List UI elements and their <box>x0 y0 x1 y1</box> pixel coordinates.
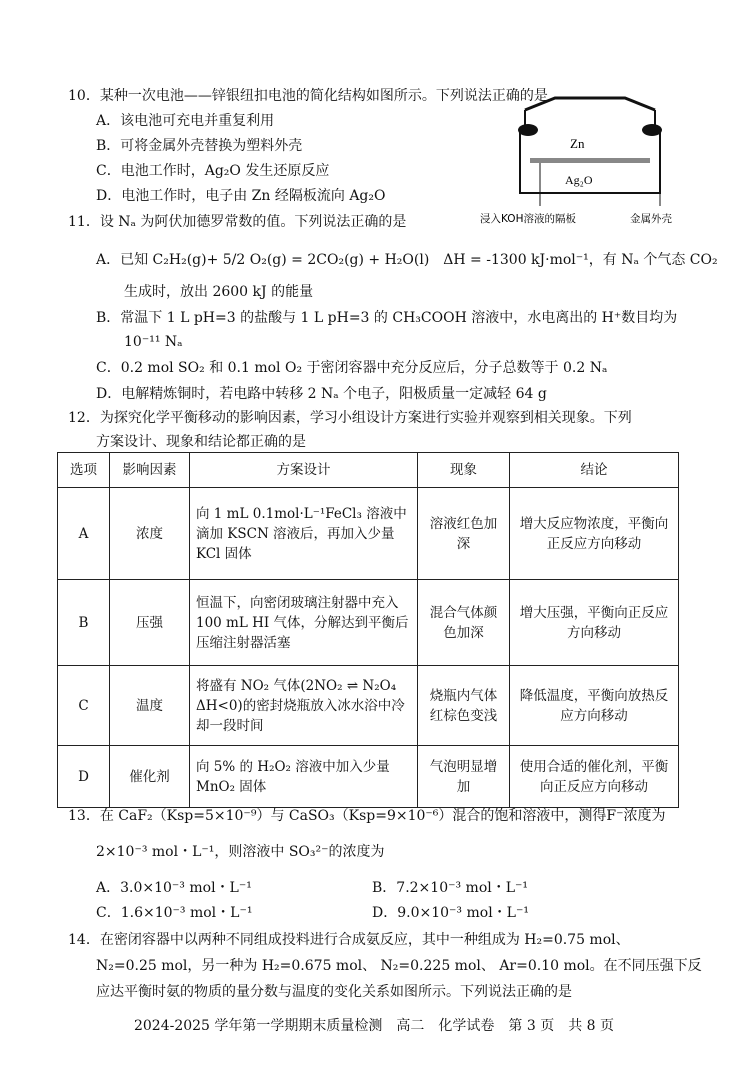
ag2o-label: Ag₂O <box>565 173 593 187</box>
header-design: 方案设计 <box>190 453 418 488</box>
cell-design: 恒温下，向密闭玻璃注射器中充入 100 mL HI 气体，分解达到平衡后压缩注射器活塞 <box>190 580 418 666</box>
cell-phenomenon: 溶液红色加深 <box>418 488 510 580</box>
cell-design: 向 1 mL 0.1mol·L⁻¹FeCl₃ 溶液中滴加 KSCN 溶液后，再加入少量 KCl 固体 <box>190 488 418 580</box>
experiment-table <box>57 452 679 808</box>
q14-line3: 应达平衡时氨的物质的量分数与温度的变化关系如图所示。下列说法正确的是 <box>96 984 572 1000</box>
cell-phenomenon: 混合气体颜色加深 <box>418 580 510 666</box>
cell-factor: 催化剂 <box>110 746 190 808</box>
q11-option-a-line1: A．已知 C₂H₂(g)+ 5/2 O₂(g) = 2CO₂(g) + H₂O(l) ΔH = -1300 kJ·mol⁻¹，有 Nₐ 个气态 CO₂ <box>96 252 718 268</box>
table-row <box>58 488 679 580</box>
q10-option-b: B．可将金属外壳替换为塑料外壳 <box>96 138 303 154</box>
q14-line2: N₂=0.25 mol，另一种为 H₂=0.675 mol、 N₂=0.225 mol、 Ar=0.10 mol。在不同压强下反 <box>96 958 702 974</box>
q13-option-b: B．7.2×10⁻³ mol・L⁻¹ <box>372 880 529 896</box>
q11-option-d: D．电解精炼铜时，若电路中转移 2 Nₐ 个电子，阳极质量一定减轻 64 g <box>96 386 547 402</box>
cell-option: D <box>58 746 110 808</box>
q10-stem: 10．某种一次电池——锌银纽扣电池的简化结构如图所示。下列说法正确的是 <box>68 88 548 104</box>
cell-factor: 温度 <box>110 666 190 746</box>
q13-option-a: A．3.0×10⁻³ mol・L⁻¹ <box>96 880 252 896</box>
q10-option-c: C．电池工作时，Ag₂O 发生还原反应 <box>96 163 330 179</box>
q12-stem-line2: 方案设计、现象和结论都正确的是 <box>96 434 306 450</box>
cell-design: 将盛有 NO₂ 气体(2NO₂ ⇌ N₂O₄ ΔH<0)的密封烧瓶放入冰水浴中冷却一段时间 <box>190 666 418 746</box>
cell-conclusion: 增大反应物浓度，平衡向正反应方向移动 <box>510 488 679 580</box>
q13-stem-line1: 13．在 CaF₂（Ksp=5×10⁻⁹）与 CaSO₃（Ksp=9×10⁻⁶）混合的饱和溶液中，测得F⁻浓度为 <box>68 808 666 824</box>
q11-option-b-line1: B．常温下 1 L pH=3 的盐酸与 1 L pH=3 的 CH₃COOH 溶液中，水电离出的 H⁺数目均为 <box>96 310 678 326</box>
page-footer: 2024-2025 学年第一学期期末质量检测 高二 化学试卷 第 3 页 共 8 页 <box>133 1018 615 1034</box>
battery-structure-icon <box>480 88 710 228</box>
cell-conclusion: 降低温度，平衡向放热反应方向移动 <box>510 666 679 746</box>
cell-conclusion: 增大压强，平衡向正反应方向移动 <box>510 580 679 666</box>
cell-conclusion: 使用合适的催化剂，平衡向正反应方向移动 <box>510 746 679 808</box>
cell-design: 向 5% 的 H₂O₂ 溶液中加入少量 MnO₂ 固体 <box>190 746 418 808</box>
battery-diagram <box>480 88 710 228</box>
q11-option-b-line2: 10⁻¹¹ Nₐ <box>124 334 183 350</box>
q13-stem-line2: 2×10⁻³ mol・L⁻¹，则溶液中 SO₃²⁻的浓度为 <box>96 844 385 860</box>
table-header-row <box>58 453 679 488</box>
table-row <box>58 580 679 666</box>
q10-option-d: D．电池工作时，电子由 Zn 经隔板流向 Ag₂O <box>96 188 386 204</box>
header-conclusion: 结论 <box>510 453 679 488</box>
q11-stem: 11．设 Nₐ 为阿伏加德罗常数的值。下列说法正确的是 <box>68 214 407 230</box>
cell-option: C <box>58 666 110 746</box>
q11-option-a-line2: 生成时，放出 2600 kJ 的能量 <box>124 284 314 300</box>
q14-line1: 14．在密闭容器中以两种不同组成投料进行合成氨反应，其中一种组成为 H₂=0.75 mol、 <box>68 932 630 948</box>
q11-option-c: C．0.2 mol SO₂ 和 0.1 mol O₂ 于密闭容器中充分反应后，分子总数等于 0.2 Nₐ <box>96 360 608 376</box>
cell-phenomenon: 烧瓶内气体红棕色变浅 <box>418 666 510 746</box>
q13-option-d: D．9.0×10⁻³ mol・L⁻¹ <box>372 905 529 921</box>
cell-factor: 浓度 <box>110 488 190 580</box>
cell-phenomenon: 气泡明显增加 <box>418 746 510 808</box>
q12-stem-line1: 12．为探究化学平衡移动的影响因素，学习小组设计方案进行实验并观察到相关现象。下列 <box>68 410 632 426</box>
table-row <box>58 666 679 746</box>
q13-option-c: C．1.6×10⁻³ mol・L⁻¹ <box>96 905 253 921</box>
casing-label: 金属外壳 <box>630 213 672 225</box>
q10-option-a: A．该电池可充电并重复利用 <box>96 113 275 129</box>
cell-factor: 压强 <box>110 580 190 666</box>
cell-option: B <box>58 580 110 666</box>
header-factor: 影响因素 <box>110 453 190 488</box>
header-phenomenon: 现象 <box>418 453 510 488</box>
table-row <box>58 746 679 808</box>
cell-option: A <box>58 488 110 580</box>
separator-label: 浸入KOH溶液的隔板 <box>480 213 576 225</box>
zn-label: Zn <box>570 136 585 151</box>
header-option: 选项 <box>58 453 110 488</box>
